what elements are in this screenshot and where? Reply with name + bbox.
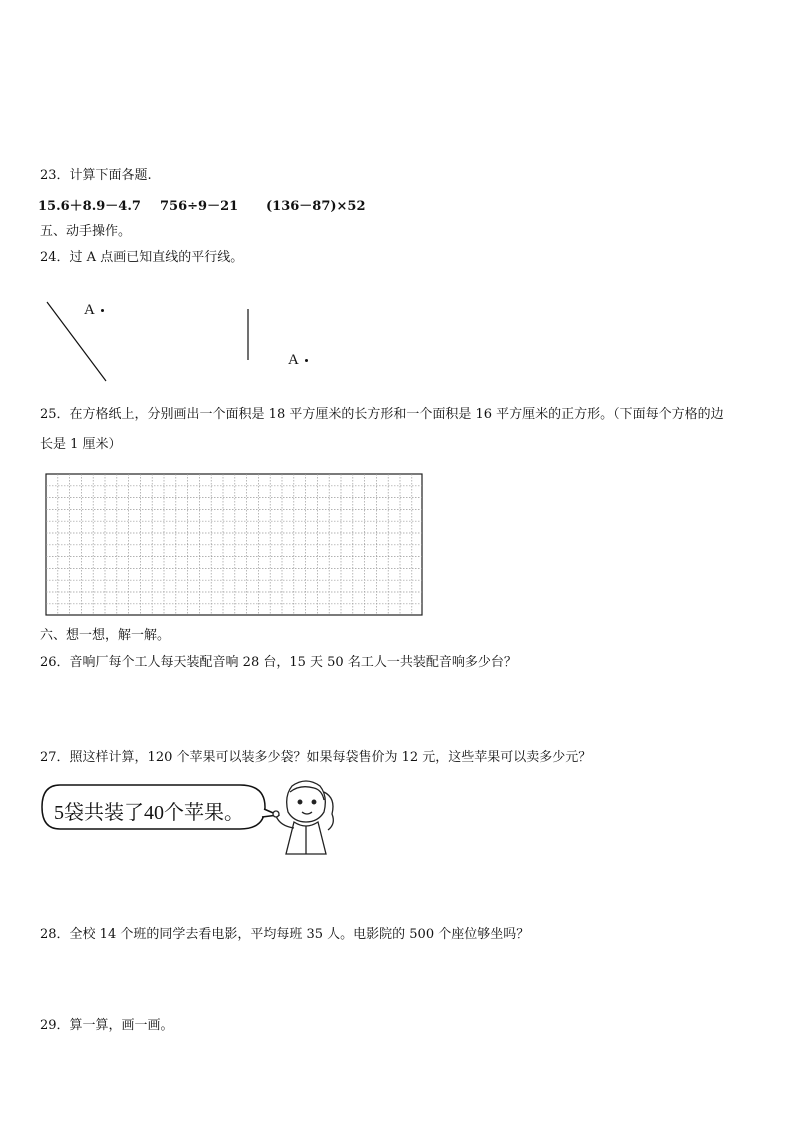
q28-text: 28．全校 14 个班的同学去看电影，平均每班 35 人。电影院的 500 个座位够坐吗？: [40, 927, 530, 942]
q23-expr-3: (136－87)×52: [266, 199, 366, 214]
point-a-1-dot: [101, 309, 104, 312]
q23-expr-2: 756÷9－21: [160, 199, 239, 214]
q26-text: 26．音响厂每个工人每天装配音响 28 台，15 天 50 名工人一共装配音响多少台？: [40, 655, 517, 670]
q24-figure: [0, 0, 794, 400]
point-a-2-dot: [305, 359, 308, 362]
q25-line1: 25．在方格纸上，分别画出一个面积是 18 平方厘米的长方形和一个面积是 16 平方厘米的正方形。（下面每个方格的边: [40, 407, 724, 422]
q23-expr-1: 15.6＋8.9－4.7: [38, 199, 141, 214]
girl-illustration: [270, 778, 342, 856]
square-grid: [45, 473, 423, 616]
q24-title: 24．过 A 点画已知直线的平行线。: [40, 250, 244, 265]
q29-title: 29．算一算，画一画。: [40, 1018, 174, 1033]
section-6-heading: 六、想一想，解一解。: [40, 628, 171, 643]
point-a-2: A: [288, 352, 308, 369]
grid-border: [46, 474, 422, 615]
q23-title: 23．计算下面各题.: [40, 168, 152, 183]
q25-line2: 长是 1 厘米）: [40, 437, 122, 452]
section-5-heading: 五、动手操作。: [40, 224, 132, 239]
point-a-1: A: [84, 302, 104, 319]
q27-text: 27．照这样计算，120 个苹果可以装多少袋？如果每袋售价为 12 元，这些苹果可以卖多少元？: [40, 750, 592, 765]
speech-bubble-text: 5袋共装了40个苹果。: [54, 802, 244, 824]
